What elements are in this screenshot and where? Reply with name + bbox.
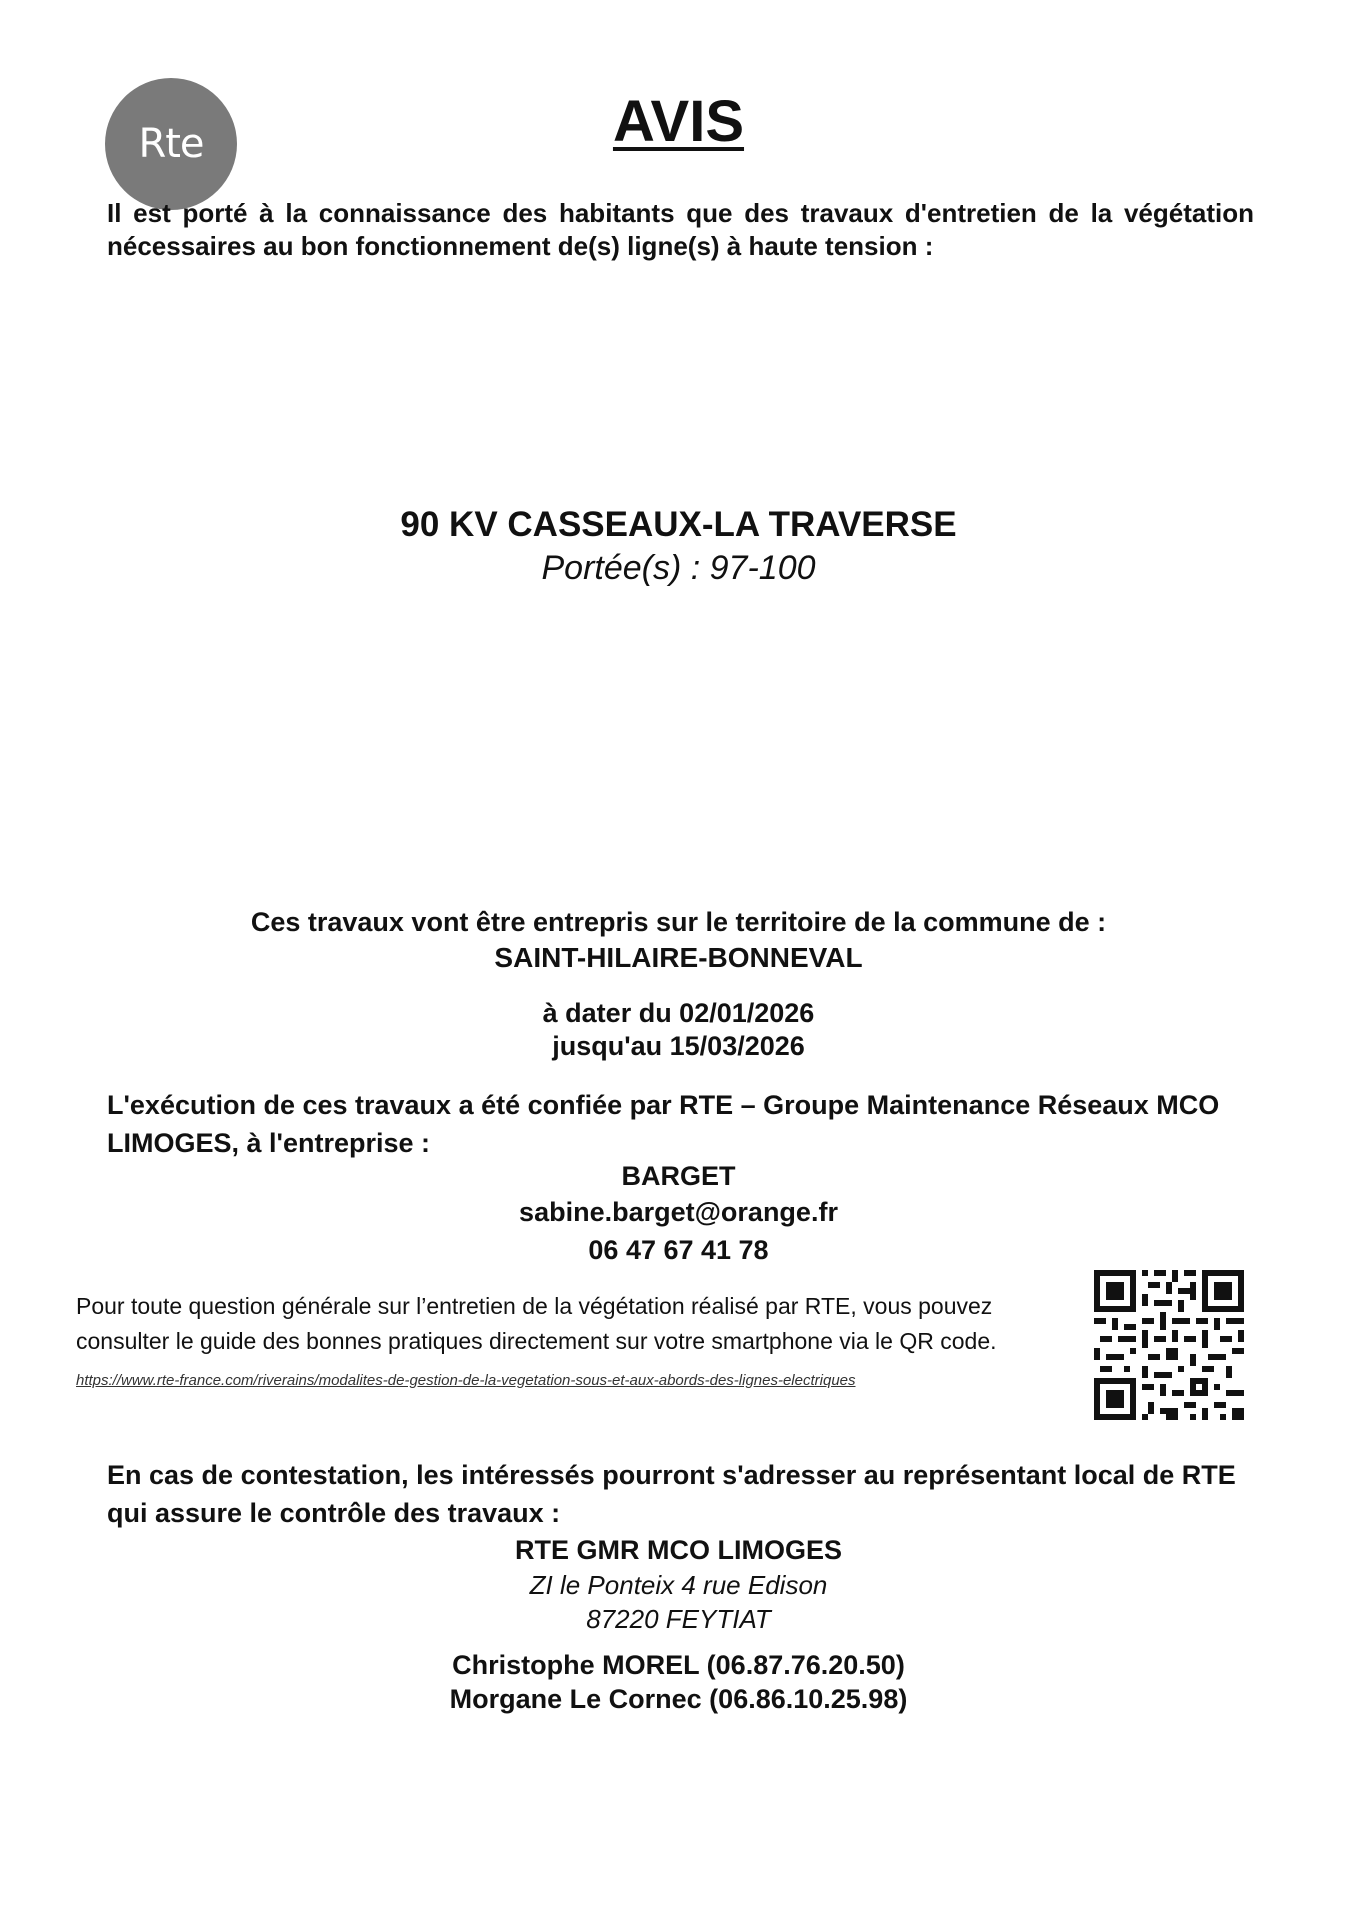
commune-name: SAINT-HILAIRE-BONNEVAL	[494, 942, 863, 973]
execution-paragraph: L'exécution de ces travaux a été confiée par RTE – Groupe Maintenance Réseaux MCO LIMOGES, à l'entreprise :	[107, 1090, 1220, 1158]
contact-christophe-morel: Christophe MOREL (06.87.76.20.50)	[452, 1650, 905, 1680]
intro-paragraph: Il est porté à la connaissance des habitants que des travaux d'entretien de la végétation nécessaires au bon fonctionnement de(s) ligne(s) à haute tension :	[107, 198, 1254, 261]
company-phone: 06 47 67 41 78	[588, 1235, 769, 1265]
end-date: jusqu'au 15/03/2026	[552, 1031, 805, 1061]
info-paragraph: Pour toute question générale sur l’entretien de la végétation réalisé par RTE, vous pouvez consulter le guide des bonnes pratiques directement sur votre smartphone via le QR code.	[76, 1293, 997, 1354]
representative-address-line2: 87220 FEYTIAT	[586, 1604, 771, 1634]
power-line-name: 90 KV CASSEAUX-LA TRAVERSE	[400, 505, 957, 544]
page-title: AVIS	[612, 89, 745, 154]
company-email[interactable]: sabine.barget@orange.fr	[519, 1197, 838, 1227]
span-numbers: Portée(s) : 97-100	[541, 549, 816, 587]
contest-paragraph: En cas de contestation, les intéressés pourront s'adresser au représentant local de RTE qui assure le contrôle des travaux :	[107, 1460, 1236, 1528]
representative-name: RTE GMR MCO LIMOGES	[515, 1535, 842, 1565]
company-name: BARGET	[621, 1161, 736, 1191]
representative-address-line1: ZI le Ponteix 4 rue Edison	[529, 1570, 828, 1600]
logo-text: Rte	[138, 121, 204, 167]
start-date: à dater du 02/01/2026	[542, 998, 815, 1028]
commune-intro: Ces travaux vont être entrepris sur le territoire de la commune de :	[250, 907, 1107, 937]
qr-code-icon[interactable]	[1094, 1270, 1244, 1420]
guide-link[interactable]: https://www.rte-france.com/riverains/modalites-de-gestion-de-la-vegetation-sous-et-aux-abords-des-lignes-electriques	[76, 1372, 856, 1389]
contact-morgane-le-cornec: Morgane Le Cornec (06.86.10.25.98)	[449, 1684, 908, 1714]
